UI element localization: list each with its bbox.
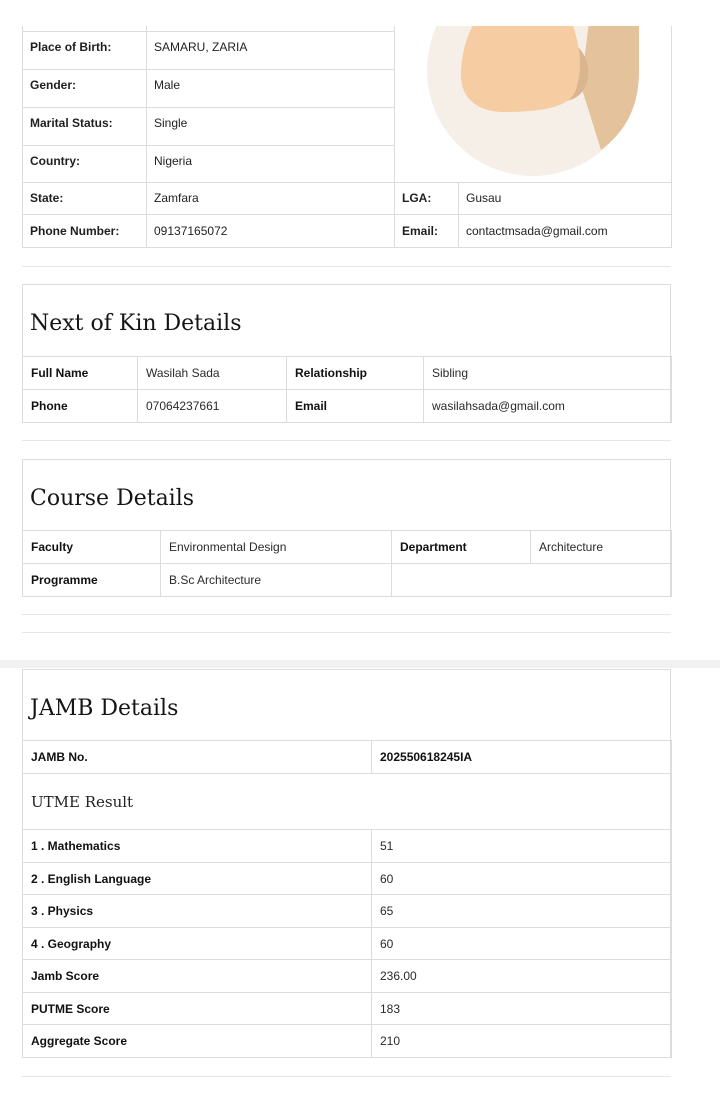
place-of-birth-label: Place of Birth:	[30, 40, 112, 54]
aggregate-score-label: Aggregate Score	[23, 1025, 372, 1058]
section-separator	[22, 614, 671, 615]
row-line	[22, 145, 395, 146]
relationship-value: Sibling	[424, 357, 672, 390]
subject-2-score: 60	[372, 863, 672, 895]
place-of-birth-value: SAMARU, ZARIA	[154, 40, 248, 54]
subject-1-label: 1 . Mathematics	[23, 830, 372, 863]
jamb-details-table	[22, 740, 672, 1058]
full-name-label: Full Name	[23, 357, 138, 390]
row-line	[22, 107, 395, 108]
subject-1-score: 51	[372, 830, 672, 863]
email-value: contactmsada@gmail.com	[466, 224, 608, 238]
row-line	[22, 247, 672, 248]
jamb-score-label: Jamb Score	[23, 960, 372, 993]
state-label: State:	[30, 191, 64, 205]
lga-value: Gusau	[466, 191, 502, 205]
jamb-no-value: 202550618245IA	[372, 741, 672, 774]
passport-photo	[395, 26, 671, 182]
kin-email-label: Email	[287, 390, 424, 423]
kin-phone-label: Phone	[23, 390, 138, 423]
subject-3-label: 3 . Physics	[23, 895, 372, 928]
row-line	[22, 214, 672, 215]
faculty-value: Environmental Design	[161, 531, 392, 564]
subject-4-score: 60	[372, 928, 672, 960]
section-separator	[22, 632, 671, 633]
country-value: Nigeria	[154, 154, 193, 168]
subject-4-label: 4 . Geography	[23, 928, 372, 960]
kin-email-value: wasilahsada@gmail.com	[424, 390, 672, 423]
full-name-value: Wasilah Sada	[138, 357, 287, 390]
gender-label: Gender:	[30, 78, 77, 92]
phone-number-label: Phone Number:	[30, 224, 120, 238]
aggregate-score-value: 210	[372, 1025, 672, 1058]
empty-cell	[392, 564, 672, 597]
lga-label: LGA:	[402, 191, 432, 205]
faculty-label: Faculty	[23, 531, 161, 564]
section-separator	[22, 440, 671, 441]
subject-3-score: 65	[372, 895, 672, 928]
relationship-label: Relationship	[287, 357, 424, 390]
next-of-kin-title: Next of Kin Details	[30, 311, 242, 336]
kin-phone-value: 07064237661	[138, 390, 287, 423]
utme-result-header	[23, 774, 672, 830]
state-value: Zamfara	[154, 191, 199, 205]
gender-value: Male	[154, 78, 181, 92]
marital-status-value: Single	[154, 116, 188, 130]
page-break	[0, 660, 720, 668]
utme-result-title: UTME Result	[31, 792, 134, 811]
passport-photo-placeholder-icon	[395, 26, 671, 182]
department-value: Architecture	[531, 531, 672, 564]
programme-label: Programme	[23, 564, 161, 597]
next-of-kin-table	[22, 356, 672, 423]
section-separator	[22, 266, 671, 267]
marital-status-label: Marital Status:	[30, 116, 113, 130]
row-line	[22, 31, 395, 32]
jamb-no-label: JAMB No.	[23, 741, 372, 774]
phone-number-value: 09137165072	[154, 224, 228, 238]
row-line	[22, 69, 395, 70]
putme-score-label: PUTME Score	[23, 993, 372, 1025]
programme-value: B.Sc Architecture	[161, 564, 392, 597]
subject-2-label: 2 . English Language	[23, 863, 372, 895]
jamb-details-title: JAMB Details	[30, 696, 179, 721]
country-label: Country:	[30, 154, 80, 168]
course-details-title: Course Details	[30, 486, 195, 511]
row-line	[22, 182, 672, 183]
putme-score-value: 183	[372, 993, 672, 1025]
section-separator	[22, 1076, 671, 1077]
course-details-table	[22, 530, 672, 597]
email-label: Email:	[402, 224, 439, 238]
department-label: Department	[392, 531, 531, 564]
jamb-score-value: 236.00	[372, 960, 672, 993]
